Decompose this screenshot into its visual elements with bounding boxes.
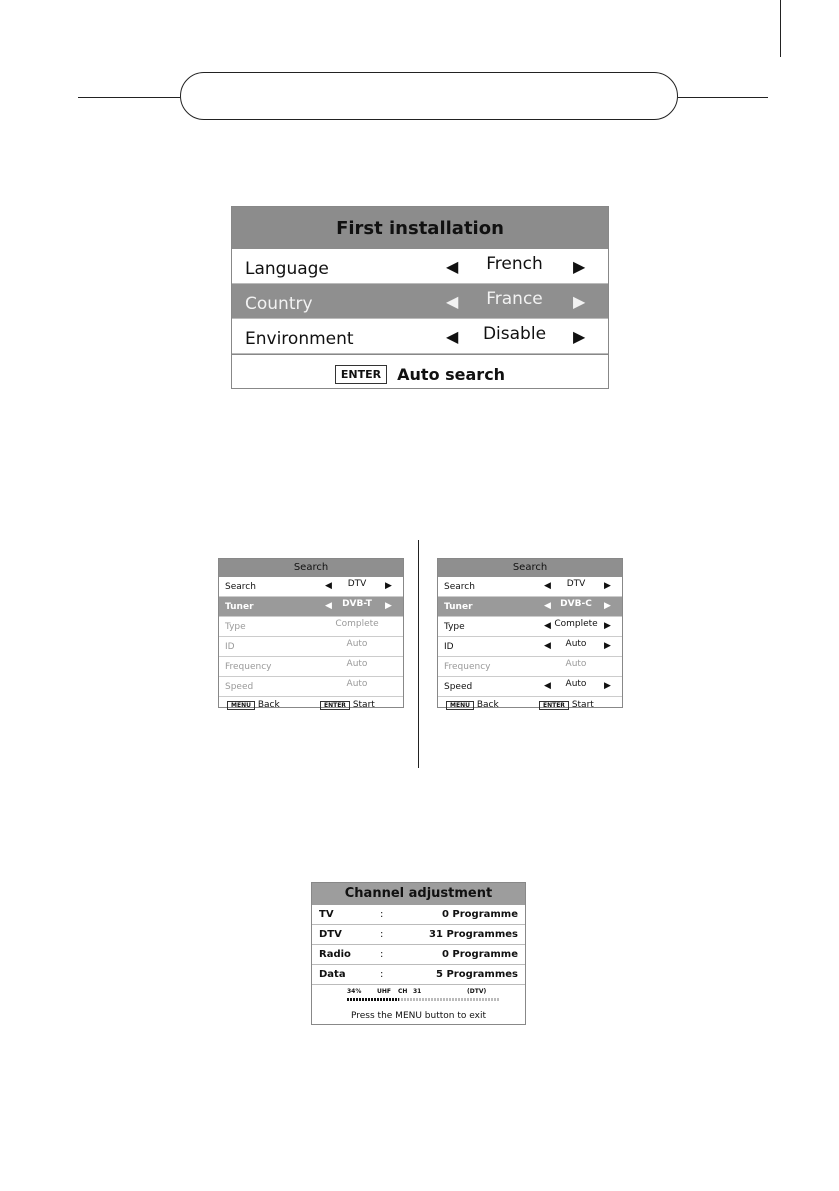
channel-adjustment-panel xyxy=(311,882,526,1025)
tuner-row[interactable] xyxy=(438,597,622,617)
search-row[interactable] xyxy=(219,577,403,597)
id-label: ID xyxy=(444,642,454,652)
speed-row[interactable] xyxy=(438,677,622,697)
arrow-right-icon[interactable]: ▶ xyxy=(573,257,586,276)
header-rule-right xyxy=(678,97,768,98)
enter-key-icon[interactable]: ENTER xyxy=(335,365,387,384)
frequency-label: Frequency xyxy=(444,662,491,672)
arrow-right-icon[interactable]: ▶ xyxy=(604,621,611,631)
frequency-row xyxy=(219,657,403,677)
data-count-row xyxy=(312,965,525,985)
scan-status xyxy=(312,985,525,1009)
back-button[interactable] xyxy=(446,700,499,710)
type-value: Complete xyxy=(554,619,598,629)
mode-label: (DTV) xyxy=(467,988,487,995)
environment-label: Environment xyxy=(245,329,354,349)
arrow-right-icon[interactable]: ▶ xyxy=(573,327,586,346)
band-label: UHF xyxy=(377,988,391,995)
first-installation-title: First installation xyxy=(232,207,608,249)
environment-row[interactable] xyxy=(232,319,608,354)
start-label: Start xyxy=(571,700,594,710)
start-label: Start xyxy=(352,700,375,710)
search-panel-dvb-c xyxy=(437,558,623,708)
arrow-right-icon[interactable]: ▶ xyxy=(604,601,611,611)
back-label: Back xyxy=(476,700,499,710)
progress-percent: 34% xyxy=(347,988,362,995)
channel-label: CH xyxy=(398,988,408,995)
type-row[interactable] xyxy=(438,617,622,637)
arrow-left-icon[interactable]: ◀ xyxy=(446,257,459,276)
id-label: ID xyxy=(225,642,235,652)
exit-hint: Press the MENU button to exit xyxy=(351,1011,486,1021)
start-button[interactable] xyxy=(539,700,594,710)
enter-key-icon: ENTER xyxy=(320,701,350,710)
arrow-right-icon[interactable]: ▶ xyxy=(573,292,586,311)
type-label: Type xyxy=(225,622,246,632)
radio-count: 0 Programme xyxy=(441,949,518,960)
search-label: Search xyxy=(444,582,475,592)
frequency-value: Auto xyxy=(565,659,587,669)
separator: : xyxy=(380,929,384,940)
data-count: 5 Programmes xyxy=(436,969,518,980)
separator: : xyxy=(380,949,384,960)
id-value: Auto xyxy=(565,639,587,649)
search-value: DTV xyxy=(347,579,367,589)
radio-count-row xyxy=(312,945,525,965)
arrow-left-icon[interactable]: ◀ xyxy=(325,601,332,611)
enter-key-icon: ENTER xyxy=(539,701,569,710)
back-label: Back xyxy=(257,700,280,710)
tuner-value: DVB-C xyxy=(560,599,592,609)
channel-adjustment-title: Channel adjustment xyxy=(312,883,525,905)
tuner-label: Tuner xyxy=(444,602,473,612)
radio-label: Radio xyxy=(319,949,351,960)
speed-label: Speed xyxy=(444,682,473,692)
speed-value: Auto xyxy=(565,679,587,689)
country-row[interactable] xyxy=(232,284,608,319)
arrow-left-icon[interactable]: ◀ xyxy=(446,327,459,346)
separator: : xyxy=(380,909,384,920)
type-value: Complete xyxy=(335,619,379,629)
back-button[interactable] xyxy=(227,700,280,710)
menu-key-icon: MENU xyxy=(227,701,255,710)
section-title-pill xyxy=(180,72,678,120)
arrow-right-icon[interactable]: ▶ xyxy=(385,601,392,611)
search-panel-dvb-t xyxy=(218,558,404,708)
data-label: Data xyxy=(319,969,346,980)
language-label: Language xyxy=(245,259,329,279)
arrow-left-icon[interactable]: ◀ xyxy=(544,621,551,631)
first-installation-panel xyxy=(231,206,609,389)
separator: : xyxy=(380,969,384,980)
vertical-divider xyxy=(418,540,419,768)
arrow-left-icon[interactable]: ◀ xyxy=(544,601,551,611)
menu-key-icon: MENU xyxy=(446,701,474,710)
arrow-right-icon[interactable]: ▶ xyxy=(385,581,392,591)
arrow-left-icon[interactable]: ◀ xyxy=(446,292,459,311)
crop-mark xyxy=(780,0,781,57)
search-row[interactable] xyxy=(438,577,622,597)
tuner-label: Tuner xyxy=(225,602,254,612)
id-value: Auto xyxy=(346,639,368,649)
tv-count-row xyxy=(312,905,525,925)
frequency-value: Auto xyxy=(346,659,368,669)
environment-value: Disable xyxy=(482,324,547,344)
scan-progress-bar xyxy=(347,998,499,1001)
first-installation-footer xyxy=(232,354,608,393)
scan-progress-fill xyxy=(347,998,399,1001)
country-value: France xyxy=(486,289,543,309)
search-value: DTV xyxy=(566,579,586,589)
search-title: Search xyxy=(438,559,622,577)
speed-label: Speed xyxy=(225,682,254,692)
type-row xyxy=(219,617,403,637)
tuner-value: DVB-T xyxy=(342,599,372,609)
frequency-label: Frequency xyxy=(225,662,272,672)
tv-count: 0 Programme xyxy=(441,909,518,920)
country-label: Country xyxy=(245,294,313,314)
dtv-count: 31 Programmes xyxy=(429,929,518,940)
search-footer xyxy=(219,697,403,715)
tv-label: TV xyxy=(319,909,334,920)
language-value: French xyxy=(486,254,543,274)
arrow-right-icon[interactable]: ▶ xyxy=(604,641,611,651)
frequency-row xyxy=(438,657,622,677)
arrow-right-icon[interactable]: ▶ xyxy=(604,581,611,591)
arrow-left-icon[interactable]: ◀ xyxy=(325,581,332,591)
speed-row xyxy=(219,677,403,697)
search-label: Search xyxy=(225,582,256,592)
speed-value: Auto xyxy=(346,679,368,689)
start-button[interactable] xyxy=(320,700,375,710)
search-footer xyxy=(438,697,622,715)
dtv-count-row xyxy=(312,925,525,945)
language-row[interactable] xyxy=(232,249,608,284)
arrow-right-icon[interactable]: ▶ xyxy=(604,681,611,691)
tuner-row[interactable] xyxy=(219,597,403,617)
header-rule-left xyxy=(78,97,180,98)
dtv-label: DTV xyxy=(319,929,342,940)
type-label: Type xyxy=(444,622,465,632)
search-title: Search xyxy=(219,559,403,577)
arrow-left-icon[interactable]: ◀ xyxy=(544,681,551,691)
arrow-left-icon[interactable]: ◀ xyxy=(544,641,551,651)
channel-number: 31 xyxy=(413,988,422,995)
id-row[interactable] xyxy=(438,637,622,657)
id-row xyxy=(219,637,403,657)
arrow-left-icon[interactable]: ◀ xyxy=(544,581,551,591)
auto-search-label: Auto search xyxy=(397,364,506,384)
